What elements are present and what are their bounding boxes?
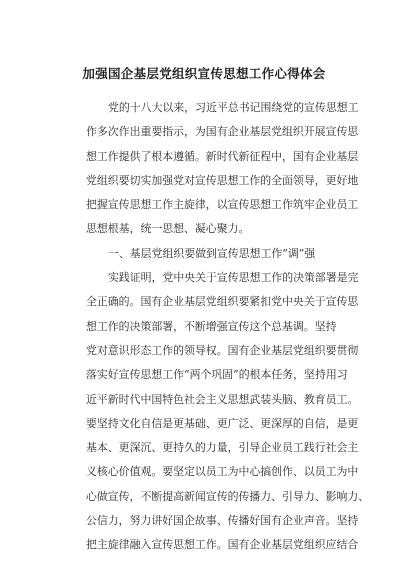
text-line: 作多次作出重要指示，为国有企业基层党组织开展宣传思 — [86, 125, 359, 139]
text-line: 把主旋律融入宣传思想工作。国有企业基层党组织应结合 — [86, 538, 359, 552]
text-line: 思想根基，统一思想、凝心聚力。 — [86, 222, 250, 236]
text-line: 党的十八大以来，习近平总书记围绕党的宣传思想工 — [108, 101, 359, 114]
text-line: 党组织要切实加强党对宣传思想工作的全面领导，更好地 — [86, 173, 359, 187]
text-line: 实践证明，党中央关于宣传思想工作的决策部署是完 — [108, 271, 359, 285]
text-line: 公信力，努力讲好国企故事、传播好国有企业声音。坚持 — [86, 514, 359, 528]
text-line: 要坚持文化自信是更基础、更广泛、更深厚的自信，是更 — [86, 416, 359, 430]
document-body — [86, 96, 370, 558]
text-line: 把握宣传思想工作主旋律，以宣传思想工作筑牢企业员工 — [86, 198, 359, 212]
paragraph-section-one — [86, 266, 370, 558]
text-line: 党对意识形态工作的领导权。国有企业基层党组织要贯彻 — [86, 343, 359, 357]
text-line: 落实好宣传思想工作“两个巩固”的根本任务，坚持用习 — [86, 368, 348, 382]
document-title: 加强国企基层党组织宣传思想工作心得体会 — [82, 66, 326, 81]
text-line: 近平新时代中国特色社会主义思想武装头脑、教育员工。 — [86, 392, 359, 406]
text-line: 义核心价值观。要坚定以员工为中心搞创作、以员工为中 — [86, 465, 359, 479]
text-line: 基本、更深沉、更持久的力量，引导企业员工践行社会主 — [86, 441, 359, 455]
text-line: 全正确的。国有企业基层党组织要紧扣党中央关于宣传思 — [86, 295, 359, 309]
section-heading-text: 一、基层党组织要做到宣传思想工作“调”强 — [108, 246, 316, 260]
section-heading — [86, 242, 322, 266]
text-line: 想工作的决策部署，不断增强宣传这个总基调。坚持 — [86, 319, 337, 333]
paragraph-intro — [86, 96, 359, 242]
text-line: 想工作提供了根本遵循。新时代新征程中，国有企业基层 — [86, 149, 359, 163]
text-line: 心做宣传，不断提高新闻宣传的传播力、引导力、影响力、 — [86, 489, 370, 503]
